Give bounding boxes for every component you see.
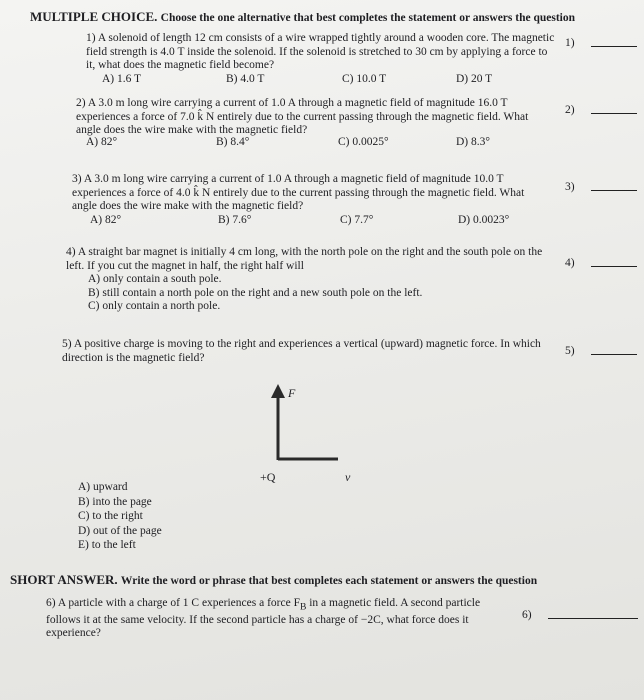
q1-choice-c[interactable]: C) 10.0 T xyxy=(342,72,387,85)
question-1-choices xyxy=(86,73,556,87)
q2-choice-a[interactable]: A) 82° xyxy=(86,135,118,148)
question-6 xyxy=(46,597,508,641)
q5-choice-b[interactable]: B) into the page xyxy=(78,495,152,508)
answer-blank-2[interactable] xyxy=(565,104,637,116)
charge-label: +Q xyxy=(260,470,276,484)
answer-line-6[interactable] xyxy=(548,618,638,619)
answer-blank-3[interactable] xyxy=(565,181,637,193)
q4-choice-c[interactable]: C) only contain a north pole. xyxy=(88,300,221,312)
q4-choice-a[interactable]: A) only contain a south pole. xyxy=(88,273,222,285)
question-2-choices xyxy=(76,136,551,150)
q5-choice-c[interactable]: C) to the right xyxy=(78,510,143,522)
question-4-choices xyxy=(66,273,556,314)
q5-choice-a[interactable]: A) upward xyxy=(78,481,128,493)
answer-number-1: 1) xyxy=(565,37,575,49)
mc-section-title: MULTIPLE CHOICE. xyxy=(30,9,158,24)
q5-choice-e[interactable]: E) to the left xyxy=(78,539,136,551)
force-label: F⃗ xyxy=(288,386,305,400)
q5-choice-d[interactable]: D) out of the page xyxy=(78,524,162,537)
q1-choice-a[interactable]: A) 1.6 T xyxy=(102,72,142,85)
force-diagram xyxy=(250,378,370,488)
question-2-stem: 2) A 3.0 m long wire carrying a current of 1.0 A through a magnetic field of magnitude 16.0 T experiences a force of 7.0 k̂ N entirely due to the current passing through the magnetic field. What angle does the wire make with the magnetic field? xyxy=(76,97,529,136)
answer-number-6: 6) xyxy=(522,609,532,621)
mc-section-heading xyxy=(30,9,575,25)
question-6-stem-rest: in a magnetic field. A second particle follows it at the same velocity. If the second particle has a charge of −2C, what force does it experience? xyxy=(46,597,481,640)
answer-number-4: 4) xyxy=(565,257,575,269)
q2-choice-c[interactable]: C) 0.0025° xyxy=(338,135,389,148)
question-3 xyxy=(72,173,550,228)
sa-section-title: SHORT ANSWER. xyxy=(10,572,118,587)
answer-number-2: 2) xyxy=(565,104,575,116)
mc-section-instruction: Choose the one alternative that best completes the statement or answers the question xyxy=(160,12,576,24)
answer-blank-5[interactable] xyxy=(565,345,637,357)
question-5-stem: 5) A positive charge is moving to the right and experiences a vertical (upward) magnetic force. In which direction is the magnetic field? xyxy=(62,338,541,364)
question-5-choices xyxy=(78,480,278,553)
answer-line-4[interactable] xyxy=(591,266,637,267)
answer-line-3[interactable] xyxy=(591,190,637,191)
sa-section-instruction: Write the word or phrase that best completes each statement or answers the question xyxy=(120,575,538,587)
q2-choice-d[interactable]: D) 8.3° xyxy=(456,135,490,148)
question-1-stem: 1) A solenoid of length 12 cm consists of a wire wrapped tightly around a wooden core. The magnetic field strength is 4.0 T inside the solenoid. If the solenoid is stretched to 30 cm by applying a force to it, what does the magnetic field become? xyxy=(86,32,555,71)
answer-blank-4[interactable] xyxy=(565,257,637,269)
q2-choice-b[interactable]: B) 8.4° xyxy=(216,135,250,148)
question-6-stem-start: 6) A particle with a charge of 1 C experiences a force F xyxy=(46,597,300,609)
q4-choice-b[interactable]: B) still contain a north pole on the right and a new south pole on the left. xyxy=(88,286,423,299)
velocity-label: v⃗ xyxy=(345,470,360,484)
answer-line-2[interactable] xyxy=(591,113,637,114)
answer-number-3: 3) xyxy=(565,181,575,193)
q3-choice-d[interactable]: D) 0.0023° xyxy=(458,213,510,226)
q3-choice-a[interactable]: A) 82° xyxy=(90,213,122,226)
force-arrowhead xyxy=(271,384,285,398)
sa-section-heading xyxy=(10,572,537,588)
answer-line-5[interactable] xyxy=(591,354,637,355)
q3-choice-c[interactable]: C) 7.7° xyxy=(340,213,374,226)
answer-line-1[interactable] xyxy=(591,46,637,47)
question-2 xyxy=(76,97,551,150)
question-5 xyxy=(62,338,542,365)
question-4-stem: 4) A straight bar magnet is initially 4 cm long, with the north pole on the right and the south pole on the left. If you cut the magnet in half, the right half will xyxy=(66,246,543,272)
question-6-stem xyxy=(46,597,508,641)
answer-blank-6[interactable] xyxy=(522,609,638,621)
q1-choice-d[interactable]: D) 20 T xyxy=(456,72,493,85)
answer-blank-1[interactable] xyxy=(565,37,637,49)
question-3-choices xyxy=(72,214,550,228)
q1-choice-b[interactable]: B) 4.0 T xyxy=(226,72,265,85)
question-4 xyxy=(66,246,556,314)
question-1 xyxy=(86,32,556,87)
q3-choice-b[interactable]: B) 7.6° xyxy=(218,213,252,226)
answer-number-5: 5) xyxy=(565,345,575,357)
question-3-stem: 3) A 3.0 m long wire carrying a current of 1.0 A through a magnetic field of magnitude 10.0 T experiences a force of 4.0 k̂ N entirely due to the current passing through the magnetic field. What angle does the wire make with the magnetic field? xyxy=(72,173,525,212)
question-6-stem-subscript: B xyxy=(299,601,307,613)
